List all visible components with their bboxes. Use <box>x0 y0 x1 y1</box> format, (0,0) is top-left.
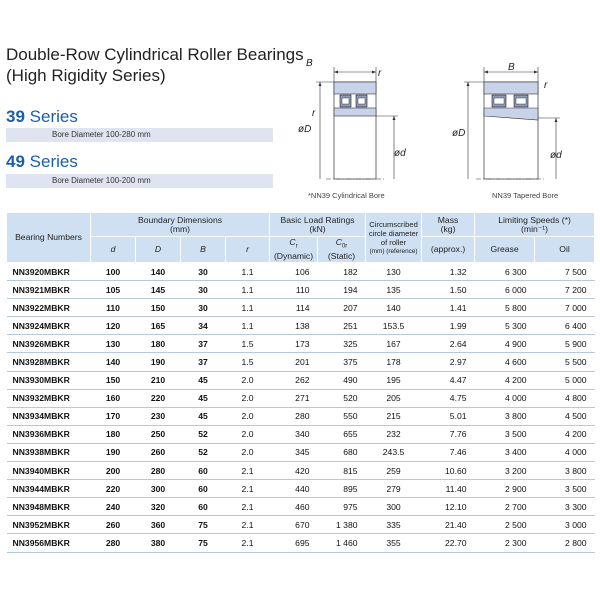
table-cell: 360 <box>136 516 181 534</box>
header-mass-approx <box>422 237 475 263</box>
table-cell: 135 <box>366 281 422 299</box>
table-cell: 120 <box>91 317 136 335</box>
table-cell: 173 <box>270 335 318 353</box>
table-cell: 2.1 <box>226 462 270 480</box>
header-unit: (mm) (reference) <box>369 247 418 255</box>
table-cell: 3 000 <box>535 516 595 534</box>
table-cell: 3 300 <box>535 498 595 516</box>
table-cell: 114 <box>270 299 318 317</box>
dim-label-B: B <box>508 62 515 73</box>
table-cell: 165 <box>136 317 181 335</box>
table-cell: 1 460 <box>318 534 366 552</box>
header-text: Bearing Numbers <box>15 232 82 242</box>
table-cell: 170 <box>91 407 136 425</box>
series-label: Series <box>29 152 78 171</box>
table-cell: 75 <box>181 516 226 534</box>
table-cell: 2.0 <box>226 371 270 389</box>
bearing-number-cell: NN3926MBKR <box>7 335 91 353</box>
table-cell: 7.76 <box>422 425 475 443</box>
bearing-number-cell: NN3952MBKR <box>7 516 91 534</box>
header-text: Oil <box>559 244 570 254</box>
table-cell: 207 <box>318 299 366 317</box>
series-bore-text: Bore Diameter 100-200 mm <box>52 176 151 185</box>
series-49-heading <box>6 152 78 172</box>
table-cell: 153.5 <box>366 317 422 335</box>
table-row <box>7 389 595 407</box>
header-label: (Dynamic) <box>273 250 314 261</box>
table-cell: 210 <box>136 371 181 389</box>
table-cell: 2.64 <box>422 335 475 353</box>
table-cell: 3 500 <box>475 425 535 443</box>
table-cell: 110 <box>91 299 136 317</box>
table-cell: 7 500 <box>535 263 595 281</box>
table-cell: 140 <box>91 353 136 371</box>
table-row <box>7 371 595 389</box>
table-cell: 205 <box>366 389 422 407</box>
table-cell: 30 <box>181 299 226 317</box>
table-cell: 1 380 <box>318 516 366 534</box>
header-r <box>226 237 270 263</box>
header-text: C <box>335 237 342 248</box>
tapered-bore-diagram <box>456 58 576 192</box>
dim-label-r: r <box>544 80 548 91</box>
table-cell: 1.1 <box>226 263 270 281</box>
tapered-bore-caption: NN39 Tapered Bore <box>492 191 559 200</box>
table-cell: 262 <box>270 371 318 389</box>
table-cell: 5 000 <box>535 371 595 389</box>
table-cell: 60 <box>181 498 226 516</box>
header-text: Grease <box>490 244 519 254</box>
table-cell: 655 <box>318 425 366 443</box>
table-cell: 30 <box>181 281 226 299</box>
table-row <box>7 534 595 552</box>
table-cell: 230 <box>136 407 181 425</box>
header-text: (approx.) <box>430 244 466 254</box>
table-cell: 106 <box>270 263 318 281</box>
table-row <box>7 263 595 281</box>
table-cell: 60 <box>181 462 226 480</box>
table-cell: 75 <box>181 534 226 552</box>
header-text: Basic Load Ratings <box>280 214 355 225</box>
bearing-number-cell: NN3940MBKR <box>7 462 91 480</box>
table-cell: 2 900 <box>475 480 535 498</box>
table-cell: 2 700 <box>475 498 535 516</box>
table-cell: 37 <box>181 353 226 371</box>
header-text: Limiting Speeds (*) <box>498 214 571 225</box>
table-cell: 200 <box>91 462 136 480</box>
table-row <box>7 353 595 371</box>
header-text: B <box>200 244 206 254</box>
table-cell: 695 <box>270 534 318 552</box>
table-cell: 2.0 <box>226 425 270 443</box>
table-cell: 180 <box>136 335 181 353</box>
table-cell: 7 000 <box>535 299 595 317</box>
table-row <box>7 281 595 299</box>
dim-label-r-inner: r <box>312 108 316 119</box>
table-cell: 220 <box>91 480 136 498</box>
table-cell: 60 <box>181 480 226 498</box>
table-cell: 194 <box>318 281 366 299</box>
table-cell: 138 <box>270 317 318 335</box>
table-row <box>7 299 595 317</box>
header-sub: 0r <box>341 243 348 250</box>
header-bearing-numbers <box>7 213 91 263</box>
bearing-number-cell: NN3920MBKR <box>7 263 91 281</box>
table-cell: 2.97 <box>422 353 475 371</box>
header-mass <box>422 213 475 237</box>
bearing-number-cell: NN3922MBKR <box>7 299 91 317</box>
table-cell: 340 <box>270 425 318 443</box>
header-D <box>136 237 181 263</box>
table-cell: 3 800 <box>475 407 535 425</box>
table-cell: 4 000 <box>475 389 535 407</box>
table-cell: 140 <box>136 263 181 281</box>
table-cell: 3 500 <box>535 480 595 498</box>
table-cell: 37 <box>181 335 226 353</box>
title-line-1: Double-Row Cylindrical Roller Bearings <box>6 45 304 64</box>
table-cell: 45 <box>181 371 226 389</box>
table-cell: 4.75 <box>422 389 475 407</box>
header-label: (Static) <box>327 250 356 261</box>
dim-label-d: ød <box>394 148 406 159</box>
table-cell: 1.41 <box>422 299 475 317</box>
table-cell: 2.1 <box>226 534 270 552</box>
table-cell: 490 <box>318 371 366 389</box>
table-cell: 10.60 <box>422 462 475 480</box>
table-cell: 52 <box>181 443 226 461</box>
table-row <box>7 516 595 534</box>
dim-label-D: øD <box>452 128 466 139</box>
dim-label-r: r <box>378 68 382 79</box>
header-text: Circumscribed circle diameter of roller <box>368 219 419 247</box>
table-cell: 680 <box>318 443 366 461</box>
table-cell: 5 500 <box>535 353 595 371</box>
dim-label-B: B <box>306 58 313 69</box>
table-cell: 300 <box>366 498 422 516</box>
table-cell: 22.70 <box>422 534 475 552</box>
table-cell: 3 200 <box>475 462 535 480</box>
table-cell: 4 500 <box>535 407 595 425</box>
table-cell: 4 200 <box>535 425 595 443</box>
bearing-spec-table <box>6 212 595 553</box>
header-oil <box>535 237 595 263</box>
table-row <box>7 462 595 480</box>
table-cell: 2 800 <box>535 534 595 552</box>
table-cell: 182 <box>318 263 366 281</box>
table-cell: 815 <box>318 462 366 480</box>
table-cell: 279 <box>366 480 422 498</box>
table-cell: 260 <box>136 443 181 461</box>
table-cell: 520 <box>318 389 366 407</box>
table-cell: 5.01 <box>422 407 475 425</box>
header-text: Mass <box>437 214 459 225</box>
cylindrical-bore-diagram <box>296 58 406 192</box>
table-cell: 260 <box>91 516 136 534</box>
table-cell: 215 <box>366 407 422 425</box>
series-39-bore-bar <box>6 128 273 142</box>
table-cell: 2 300 <box>475 534 535 552</box>
table-cell: 6 300 <box>475 263 535 281</box>
table-cell: 1.99 <box>422 317 475 335</box>
header-grease <box>475 237 535 263</box>
series-number: 49 <box>6 152 25 171</box>
table-cell: 145 <box>136 281 181 299</box>
header-circumscribed-diameter <box>366 213 422 263</box>
table-cell: 195 <box>366 371 422 389</box>
table-cell: 4 000 <box>535 443 595 461</box>
title-line-2: (High Rigidity Series) <box>6 66 166 85</box>
table-cell: 325 <box>318 335 366 353</box>
table-cell: 251 <box>318 317 366 335</box>
table-row <box>7 443 595 461</box>
header-B <box>181 237 226 263</box>
table-row <box>7 480 595 498</box>
bearing-number-cell: NN3930MBKR <box>7 371 91 389</box>
table-cell: 190 <box>91 443 136 461</box>
header-unit: (kg) <box>440 223 456 234</box>
page-title <box>6 44 304 86</box>
table-cell: 130 <box>91 335 136 353</box>
header-unit: (mm) <box>169 223 191 234</box>
table-cell: 160 <box>91 389 136 407</box>
table-body <box>7 263 595 553</box>
header-d <box>91 237 136 263</box>
table-cell: 21.40 <box>422 516 475 534</box>
bearing-number-cell: NN3934MBKR <box>7 407 91 425</box>
table-cell: 5 900 <box>535 335 595 353</box>
header-load-ratings <box>270 213 366 237</box>
series-label: Series <box>29 107 78 126</box>
header-text: r <box>246 244 249 254</box>
table-cell: 250 <box>136 425 181 443</box>
series-39-heading <box>6 107 78 127</box>
bearing-number-cell: NN3932MBKR <box>7 389 91 407</box>
table-cell: 45 <box>181 389 226 407</box>
table-cell: 895 <box>318 480 366 498</box>
table-cell: 150 <box>136 299 181 317</box>
table-cell: 167 <box>366 335 422 353</box>
bearing-number-cell: NN3924MBKR <box>7 317 91 335</box>
table-cell: 7 200 <box>535 281 595 299</box>
table-cell: 4.47 <box>422 371 475 389</box>
bearing-number-cell: NN3956MBKR <box>7 534 91 552</box>
table-cell: 1.5 <box>226 335 270 353</box>
table-cell: 4 800 <box>535 389 595 407</box>
table-cell: 100 <box>91 263 136 281</box>
table-cell: 34 <box>181 317 226 335</box>
table-cell: 2.1 <box>226 516 270 534</box>
table-cell: 150 <box>91 371 136 389</box>
table-cell: 12.10 <box>422 498 475 516</box>
table-cell: 2.0 <box>226 389 270 407</box>
cylindrical-bore-caption: *NN39 Cylindrical Bore <box>308 191 385 200</box>
series-number: 39 <box>6 107 25 126</box>
table-cell: 300 <box>136 480 181 498</box>
header-sub: r <box>295 243 298 250</box>
table-cell: 335 <box>366 516 422 534</box>
header-c0r <box>318 237 366 263</box>
table-cell: 1.1 <box>226 317 270 335</box>
header-text: C <box>289 237 296 248</box>
table-cell: 1.50 <box>422 281 475 299</box>
table-cell: 1.1 <box>226 299 270 317</box>
table-cell: 1.1 <box>226 281 270 299</box>
table-cell: 280 <box>91 534 136 552</box>
table-cell: 4 200 <box>475 371 535 389</box>
table-cell: 6 000 <box>475 281 535 299</box>
bearing-number-cell: NN3948MBKR <box>7 498 91 516</box>
table-cell: 240 <box>91 498 136 516</box>
table-cell: 2.1 <box>226 498 270 516</box>
table-row <box>7 425 595 443</box>
table-cell: 4 900 <box>475 335 535 353</box>
header-text: Boundary Dimensions <box>137 214 223 225</box>
header-unit: (min⁻¹) <box>521 223 549 234</box>
header-unit: (kN) <box>309 223 326 234</box>
table-cell: 45 <box>181 407 226 425</box>
table-cell: 1.32 <box>422 263 475 281</box>
table-cell: 201 <box>270 353 318 371</box>
table-cell: 2 500 <box>475 516 535 534</box>
table-cell: 375 <box>318 353 366 371</box>
table-cell: 52 <box>181 425 226 443</box>
table-cell: 220 <box>136 389 181 407</box>
header-boundary-dimensions <box>91 213 270 237</box>
table-cell: 2.0 <box>226 443 270 461</box>
series-bore-text: Bore Diameter 100-280 mm <box>52 130 151 139</box>
dim-label-D: øD <box>298 124 312 135</box>
table-row <box>7 498 595 516</box>
series-49-bore-bar <box>6 174 273 188</box>
table-row <box>7 407 595 425</box>
table-cell: 7.46 <box>422 443 475 461</box>
table-cell: 11.40 <box>422 480 475 498</box>
table-cell: 4 600 <box>475 353 535 371</box>
table-cell: 3 800 <box>535 462 595 480</box>
table-cell: 440 <box>270 480 318 498</box>
table-cell: 2.1 <box>226 480 270 498</box>
table-cell: 355 <box>366 534 422 552</box>
table-cell: 5 800 <box>475 299 535 317</box>
header-limiting-speeds <box>475 213 595 237</box>
table-cell: 180 <box>91 425 136 443</box>
header-cr <box>270 237 318 263</box>
header-text: D <box>154 244 162 254</box>
bearing-number-cell: NN3928MBKR <box>7 353 91 371</box>
bearing-number-cell: NN3921MBKR <box>7 281 91 299</box>
table-cell: 2.0 <box>226 407 270 425</box>
dim-label-d: ød <box>550 150 562 161</box>
table-cell: 140 <box>366 299 422 317</box>
table-cell: 280 <box>270 407 318 425</box>
table-cell: 1.5 <box>226 353 270 371</box>
bearing-number-cell: NN3936MBKR <box>7 425 91 443</box>
table-cell: 460 <box>270 498 318 516</box>
table-cell: 271 <box>270 389 318 407</box>
table-cell: 243.5 <box>366 443 422 461</box>
bearing-number-cell: NN3938MBKR <box>7 443 91 461</box>
table-cell: 30 <box>181 263 226 281</box>
bearing-number-cell: NN3944MBKR <box>7 480 91 498</box>
table-cell: 190 <box>136 353 181 371</box>
table-cell: 232 <box>366 425 422 443</box>
table-cell: 345 <box>270 443 318 461</box>
table-cell: 130 <box>366 263 422 281</box>
table-cell: 320 <box>136 498 181 516</box>
table-cell: 975 <box>318 498 366 516</box>
table-cell: 550 <box>318 407 366 425</box>
table-cell: 259 <box>366 462 422 480</box>
table-cell: 280 <box>136 462 181 480</box>
table-cell: 6 400 <box>535 317 595 335</box>
table-cell: 3 400 <box>475 443 535 461</box>
header-text: d <box>110 244 116 254</box>
table-cell: 380 <box>136 534 181 552</box>
table-cell: 178 <box>366 353 422 371</box>
table-cell: 5 300 <box>475 317 535 335</box>
table-cell: 105 <box>91 281 136 299</box>
table-cell: 110 <box>270 281 318 299</box>
table-row <box>7 317 595 335</box>
table-row <box>7 335 595 353</box>
table-cell: 420 <box>270 462 318 480</box>
table-cell: 670 <box>270 516 318 534</box>
